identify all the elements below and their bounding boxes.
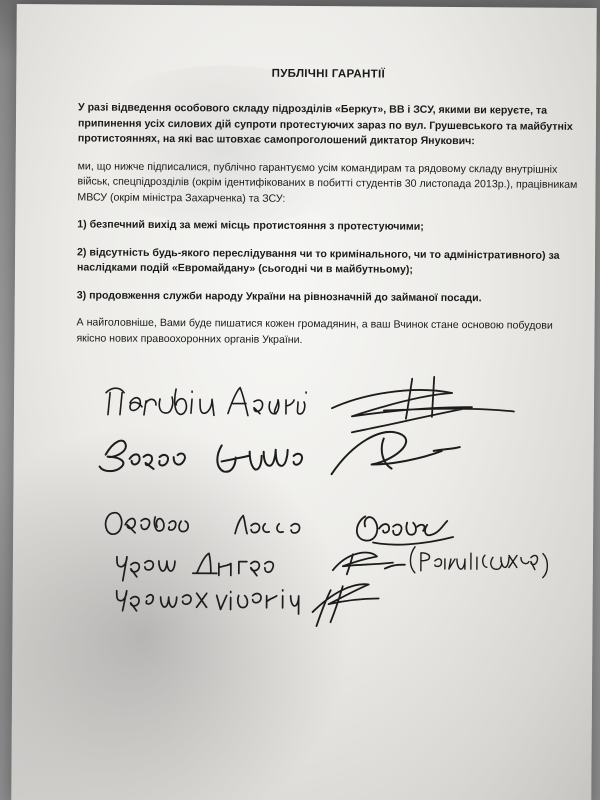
signature-name-1	[106, 387, 306, 416]
signatures-block	[12, 364, 600, 648]
guarantee-item-1: 1) безпечний вихід за межі місць протистояння з протестуючими;	[77, 218, 424, 233]
intro-paragraph: У разі відведення особового складу підрозділів «Беркут», ВВ і ЗСУ, якими ви керуєте, та припинення усіх силових дій супроти протестуючих зараз по вул. Грушевського та майбутніх протистояннях, на які вас штовхає самопроголошений диктатор Янукович:	[77, 101, 573, 148]
closing-paragraph: А найголовніше, Вами буде пишатися кожен громадянин, а ваш Вчинок стане основою побудови якісно нових правоохоронних органів України.	[76, 316, 553, 346]
document-body	[76, 66, 578, 349]
signature-mark-1	[332, 376, 514, 433]
handwritten-signatures	[12, 364, 594, 648]
signature-mark-4	[333, 552, 405, 574]
signature-note-4	[410, 547, 547, 578]
document-title: ПУБЛІЧНІ ГАРАНТІЇ	[271, 67, 386, 81]
guarantee-paragraph: ми, що нижче підписалися, публічно гарантуємо усім командирам та рядовому складу внутрішніх військ, спецпідрозділів (окрім ідентифікованих в побитті студентів 30 листопада 2013р.), працівникам МВСУ (окрім міністра Захарченка) та ЗСУ:	[77, 159, 578, 205]
signature-name-2	[100, 440, 303, 472]
guarantee-item-3: 3) продовження служби народу України на рівнозначній до займаної посади.	[76, 288, 482, 304]
signature-name-5	[117, 589, 299, 614]
signature-name-3	[106, 513, 300, 536]
signature-mark-3	[357, 516, 453, 545]
paper-sheet	[11, 4, 597, 800]
guarantee-item-2: 2) відсутність будь-якого переслідування чи то кримінального, чи то адміністративного) за наслідками подій «Евромайдану» (сьогодні чи в майбутньому);	[76, 245, 560, 276]
signature-mark-2	[332, 432, 460, 475]
signature-mark-5	[312, 584, 378, 627]
signature-name-4	[117, 553, 274, 582]
